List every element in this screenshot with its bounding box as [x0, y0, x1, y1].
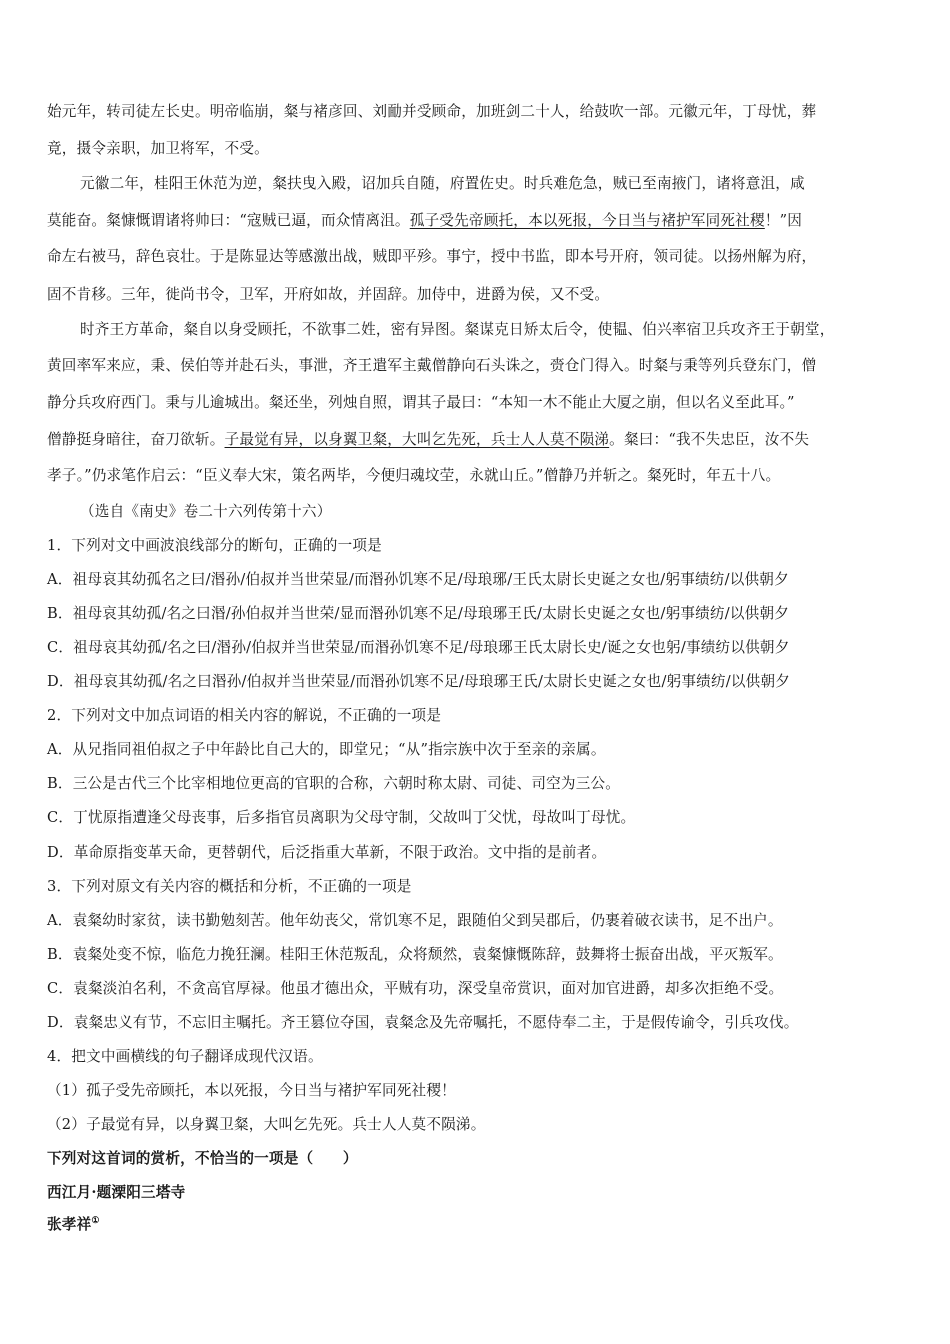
- question-option: A．祖母哀其幼孤名之曰/湣孙/伯叔并当世荣显/而湣孙饥寒不足/母琅琊/王氏太尉长史诞之女也/躬事绩纺/以供朝夕: [47, 571, 789, 588]
- question-option: A．袁粲幼时家贫，读书勤勉刻苦。他年幼丧父，常饥寒不足，跟随伯父到吴郡后，仍裹着破衣读书，足不出户。: [47, 912, 783, 929]
- poem-question-prompt: 下列对这首词的赏析，不恰当的一项是（ ）: [47, 1150, 358, 1167]
- passage-line: 命左右被马，辞色哀壮。于是陈显达等感激出战，贼即平殄。事宁，授中书监，即本号开府，领司徒。以扬州解为府，: [47, 248, 817, 265]
- question-option: D．袁粲忠义有节，不忘旧主嘱托。齐王篡位夺国，袁粲念及先帝嘱托，不愿侍奉二主，于是假传谕令，引兵攻伐。: [47, 1014, 799, 1031]
- translation-item: （2）子最觉有异，以身翼卫粲，大叫乞先死。兵士人人莫不陨涕。: [47, 1116, 486, 1133]
- passage-line: 莫能奋。粲慷慨谓诸将帅曰：“寇贼已逼，而众情离沮。孤子受先帝顾托，本以死报，今日当与褚护军同死社稷！”因: [47, 212, 803, 229]
- question-option: B．袁粲处变不惊，临危力挽狂澜。桂阳王休范叛乱，众将颓然，袁粲慷慨陈辞，鼓舞将士振奋出战，平灭叛军。: [47, 946, 783, 963]
- question-option: C．丁忧原指遭逢父母丧事，后多指官员离职为父母守制，父故叫丁父忧，母故叫丁母忧。: [47, 809, 636, 826]
- passage-line: 始元年，转司徒左长史。明帝临崩，粲与褚彦回、刘勔并受顾命，加班剑二十人，给鼓吹一部。元徽元年，丁母忧，葬: [47, 103, 817, 120]
- question-stem: 4．把文中画横线的句子翻译成现代汉语。: [47, 1048, 323, 1065]
- passage-source: （选自《南史》卷二十六列传第十六）: [80, 503, 332, 520]
- underlined-sentence-2: 子最觉有异，以身翼卫粲，大叫乞先死，兵士人人莫不陨涕: [224, 431, 610, 448]
- passage-line: 孝子。”仍求笔作启云：“臣义奉大宋，策名两毕，今便归魂坟茔，永就山丘。”僧静乃并斩之。粲死时，年五十八。: [47, 467, 781, 484]
- poem-title: 西江月·题溧阳三塔寺: [47, 1184, 186, 1201]
- passage-line: 时齐王方革命，粲自以身受顾托，不欲事二姓，密有异图。粲谋克日矫太后令，使韫、伯兴率宿卫兵攻齐王于朝堂，: [80, 321, 835, 338]
- underlined-sentence-1: 孤子受先帝顾托，本以死报，今日当与褚护军同死社稷: [409, 212, 765, 229]
- question-stem: 3．下列对原文有关内容的概括和分析，不正确的一项是: [47, 878, 412, 895]
- question-option: B．祖母哀其幼孤/名之曰湣/孙伯叔并当世荣/显而湣孙饥寒不足/母琅琊王氏/太尉长史诞之女也/躬事绩纺/以供朝夕: [47, 605, 790, 622]
- question-option: C．袁粲淡泊名利，不贪高官厚禄。他虽才德出众，平贼有功，深受皇帝赏识，面对加官进爵，却多次拒绝不受。: [47, 980, 784, 997]
- question-option: D．革命原指变革天命，更替朝代，后泛指重大革新，不限于政治。文中指的是前者。: [47, 844, 607, 861]
- passage-line: 僧静挺身暗往，奋刀欲斩。子最觉有异，以身翼卫粲，大叫乞先死，兵士人人莫不陨涕。粲曰：“我不失忠臣，汝不失: [47, 431, 810, 448]
- passage-line: 固不肯移。三年，徙尚书令，卫军，开府如故，并固辞。加侍中，进爵为侯，又不受。: [47, 286, 610, 303]
- passage-line: 竟，摄令亲职，加卫将军，不受。: [47, 140, 269, 157]
- passage-line: 静分兵攻府西门。秉与儿逾城出。粲还坐，列烛自照，谓其子最曰：“本知一木不能止大厦之崩，但以名义至此耳。”: [47, 394, 795, 411]
- passage-line: 元徽二年，桂阳王休范为逆，粲扶曳入殿，诏加兵自随，府置佐史。时兵难危急，贼已至南掖门，诸将意沮，咸: [80, 175, 805, 192]
- poem-author: 张孝祥①: [47, 1216, 100, 1233]
- question-option: C．祖母哀其幼孤/名之曰/湣孙/伯叔并当世荣显/而湣孙饥寒不足/母琅琊王氏太尉长史/诞之女也躬/事绩纺以供朝夕: [47, 639, 790, 656]
- footnote-marker: ①: [91, 1216, 100, 1227]
- question-option: D．祖母哀其幼孤/名之曰湣孙/伯叔并当世荣显/而湣孙饥寒不足/母琅琊王氏/太尉长史诞之女也/躬事绩纺/以供朝夕: [47, 673, 791, 690]
- translation-item: （1）孤子受先帝顾托，本以死报，今日当与褚护军同死社稷！: [47, 1082, 456, 1099]
- question-stem: 2．下列对文中加点词语的相关内容的解说，不正确的一项是: [47, 707, 442, 724]
- question-stem: 1．下列对文中画波浪线部分的断句，正确的一项是: [47, 537, 382, 554]
- question-option: B．三公是古代三个比宰相地位更高的官职的合称，六朝时称太尉、司徒、司空为三公。: [47, 775, 621, 792]
- passage-line: 黄回率军来应，秉、侯伯等并赴石头，事泄，齐王遣军主戴僧静向石头诛之，赍仓门得入。时粲与秉等列兵登东门，僧: [47, 357, 817, 374]
- question-option: A．从兄指同祖伯叔之子中年龄比自己大的，即堂兄；“从”指宗族中次于至亲的亲属。: [47, 741, 606, 758]
